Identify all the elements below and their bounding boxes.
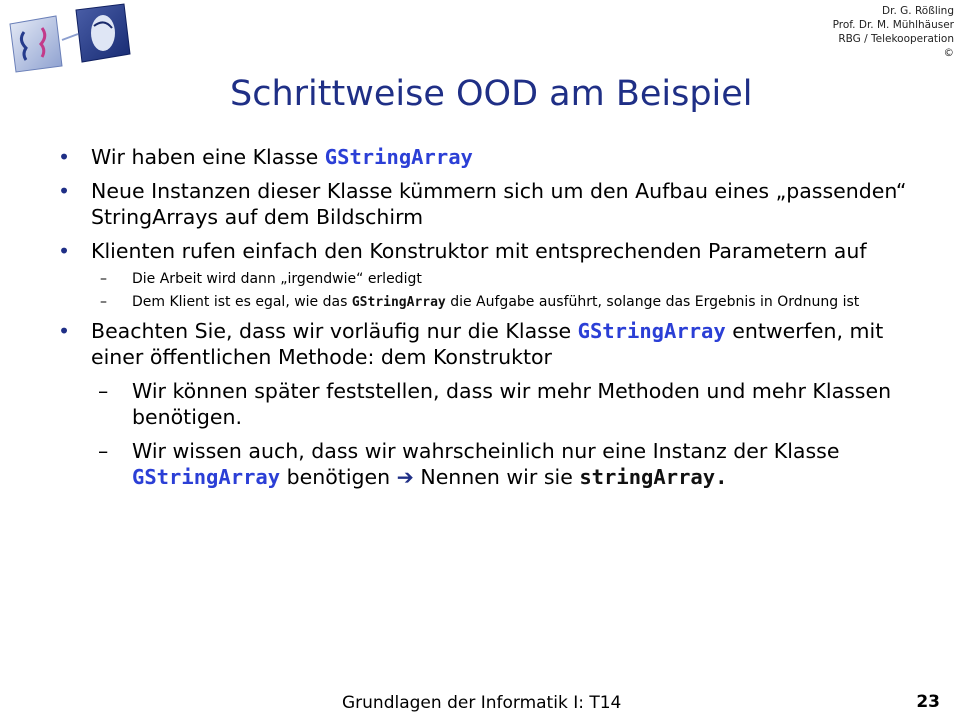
bullet-marker: • bbox=[58, 239, 71, 263]
credit-line: Dr. G. Rößling bbox=[882, 5, 954, 17]
page-number: 23 bbox=[916, 692, 940, 712]
sub-bullet-item bbox=[54, 293, 924, 312]
bullet-marker: • bbox=[58, 179, 71, 203]
slide-title: Schrittweise OOD am Beispiel bbox=[230, 74, 753, 114]
bullet-item bbox=[54, 144, 924, 170]
bullet-item bbox=[54, 178, 924, 230]
credit-line: RBG / Telekooperation bbox=[838, 33, 954, 45]
code-term: GStringArray bbox=[132, 465, 281, 489]
bullet-text: entwerfen, mit einer öffentlichen Methode: dem Konstruktor bbox=[91, 319, 884, 369]
bullet-text: Beachten Sie, dass wir vorläufig nur die Klasse bbox=[91, 319, 578, 343]
sub-bullet-text: Die Arbeit wird dann „irgendwie“ erledigt bbox=[132, 271, 422, 287]
sub-bullet-item bbox=[54, 378, 924, 430]
sub-bullet-text: Nennen wir sie bbox=[413, 465, 580, 489]
slide-content bbox=[54, 144, 924, 498]
copyright-mark: © bbox=[943, 47, 954, 59]
credit-line: Prof. Dr. M. Mühlhäuser bbox=[832, 19, 954, 31]
code-term: GStringArray bbox=[351, 295, 446, 310]
bullet-text: Neue Instanzen dieser Klasse kümmern sich um den Aufbau eines „passenden“ StringArrays auf dem Bildschirm bbox=[91, 179, 907, 229]
dash-marker: – bbox=[98, 379, 109, 403]
author-credits bbox=[833, 4, 954, 60]
sub-bullet-item bbox=[54, 270, 924, 289]
footer-course-title: Grundlagen der Informatik I: T14 bbox=[342, 693, 622, 713]
code-term: GStringArray bbox=[577, 319, 726, 343]
faces-logo-icon bbox=[6, 2, 132, 76]
bullet-item bbox=[54, 238, 924, 264]
dash-marker: – bbox=[98, 439, 109, 463]
sub-bullet-text: benötigen bbox=[280, 465, 397, 489]
sub-bullet-text: Wir können später feststellen, dass wir mehr Methoden und mehr Klassen benötigen. bbox=[132, 379, 892, 429]
bullet-marker: • bbox=[58, 319, 71, 343]
code-term: stringArray. bbox=[579, 465, 728, 489]
sub-bullet-text: Wir wissen auch, dass wir wahrscheinlich nur eine Instanz der Klasse bbox=[132, 439, 840, 463]
sub-bullet-text: Dem Klient ist es egal, wie das bbox=[132, 294, 352, 310]
code-term: GStringArray bbox=[324, 145, 473, 169]
bullet-item bbox=[54, 318, 924, 370]
sub-bullet-item bbox=[54, 438, 924, 490]
sub-bullet-text: die Aufgabe ausführt, solange das Ergebnis in Ordnung ist bbox=[445, 294, 860, 310]
dash-marker: – bbox=[100, 271, 107, 287]
dash-marker: – bbox=[100, 294, 107, 310]
bullet-text: Klienten rufen einfach den Konstruktor mit entsprechenden Parametern auf bbox=[91, 239, 867, 263]
bullet-marker: • bbox=[58, 145, 71, 169]
bullet-text: Wir haben eine Klasse bbox=[91, 145, 325, 169]
arrow-right-icon: ➔ bbox=[396, 465, 414, 489]
